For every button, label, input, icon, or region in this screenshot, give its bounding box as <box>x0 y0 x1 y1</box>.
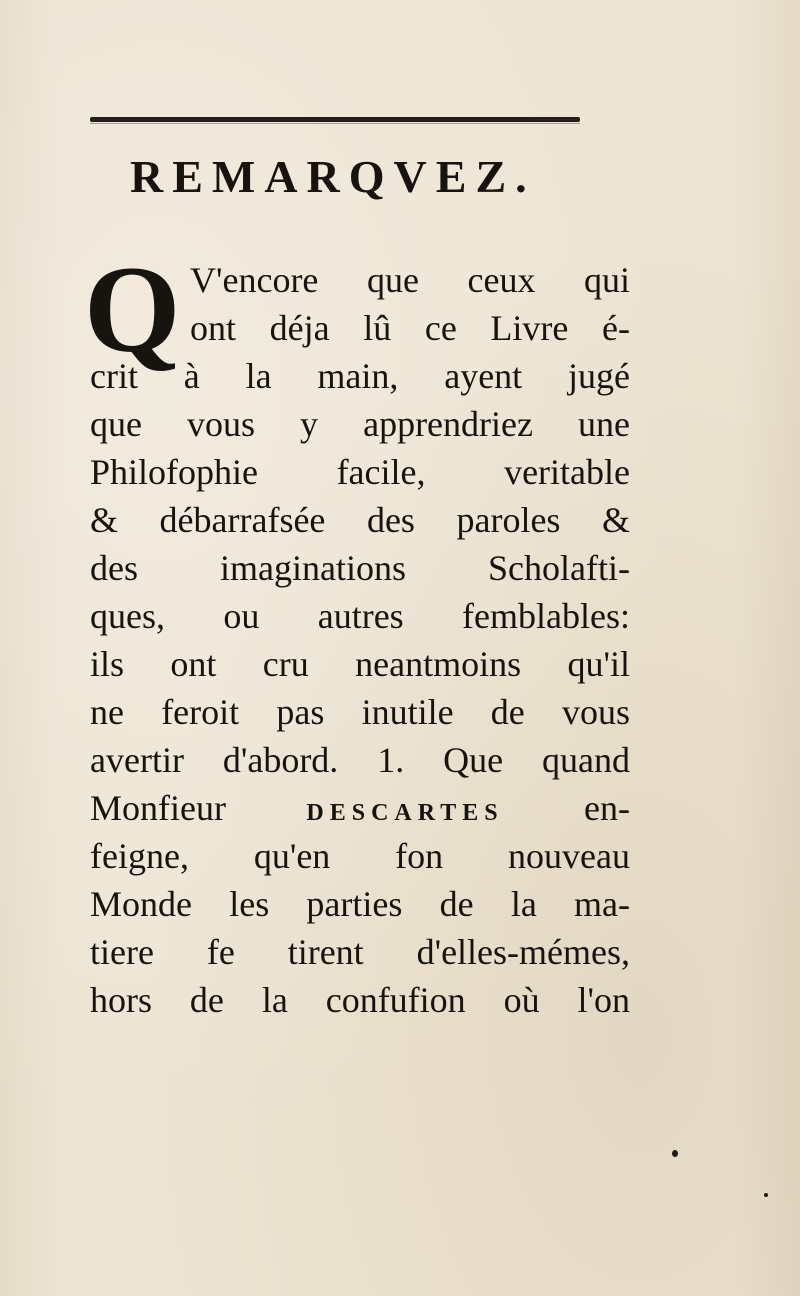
text-line: Philofophie facile, veritable <box>90 452 630 492</box>
body-text <box>84 241 631 1024</box>
text-line: feigne, qu'en fon nouveau <box>90 836 630 876</box>
text-line: avertir d'abord. 1. Que quand <box>90 740 630 780</box>
text-line: ne feroit pas inutile de vous <box>90 692 630 732</box>
text-line: ont déja lû ce Livre é- <box>190 308 630 348</box>
paper-spot <box>672 1150 678 1157</box>
text-line: tiere fe tirent d'elles-mémes, <box>90 932 630 972</box>
page-heading: REMARQVEZ. <box>130 151 536 202</box>
text-line: V'encore que ceux qui <box>190 260 630 300</box>
text-line: & débarrafsée des paroles & <box>90 500 630 540</box>
text-line: crit à la main, ayent jugé <box>90 356 630 396</box>
text-segment: Monfieur <box>90 788 307 828</box>
text-line: ques, ou autres femblables: <box>90 596 630 636</box>
drop-cap: Q <box>84 241 181 378</box>
text-line: que vous y apprendriez une <box>90 404 630 444</box>
text-line-author <box>90 784 630 832</box>
text-line: des imaginations Scholafti- <box>90 548 630 588</box>
paper-spot <box>764 1193 768 1197</box>
text-line: ils ont cru neantmoins qu'il <box>90 644 630 684</box>
text-segment: en- <box>503 788 631 828</box>
text-line: hors de la confufion où l'on <box>90 980 630 1020</box>
header-ornament-rule <box>90 117 580 122</box>
text-line: Monde les parties de la ma- <box>90 884 630 924</box>
author-name: DESCARTES <box>306 800 504 826</box>
